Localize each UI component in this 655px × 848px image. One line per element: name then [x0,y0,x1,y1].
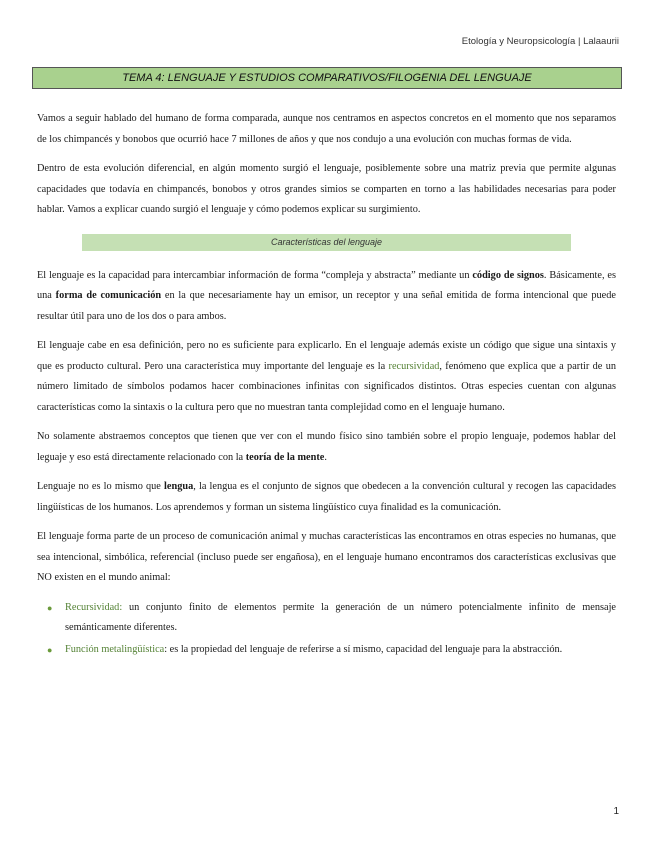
paragraph-definition: El lenguaje es la capacidad para intercambiar información de forma “compleja y abstracta” mediante un código de signos. Básicamente, es una forma de comunicación en la que necesariamente hay un emisor, un receptor y una señal emitida de forma intencional que puede resultar útil para uno de los dos o para ambos. [37,269,617,322]
term-codigo-de-signos: código de signos [472,269,544,281]
intro-paragraph-2: Dentro de esta evolución diferencial, en algún momento surgió el lenguaje, posiblemente sobre una matriz previa que permite algunas capacidades que todavía en chimpancés, bonobos y otros grandes simios se comparten en torno a las habilidades necesarias para poder hablar. Vamos a explicar cuando surgió el lenguaje y cómo podemos explicar su surgimiento. [37,163,616,215]
term-lengua: lengua [164,481,194,492]
intro-paragraph-1: Vamos a seguir hablado del humano de forma comparada, aunque nos centramos en aspectos concretos en el momento que nos separamos de los chimpancés y bonobos que ocurrió hace 7 millones de años y que nos condujo a una evolución con muchas formas de vida. [37,113,616,145]
term-teoria-de-la-mente: teoría de la mente [245,451,325,463]
paragraph-recursividad: El lenguaje cabe en esa definición, pero no es suficiente para explicarlo. En el lenguaje además existe un código que sigue una sintaxis y que es producto cultural. Pero una característica muy importante del lenguaje es la recursividad, fenómeno que explica que a partir de un número limitado de símbolos podamos hacer combinaciones infinitas con significados distintos. Otras especies cuentan con algunas características como la sintaxis o la cultura pero que no muestran tanta complejidad como en el lenguaje humano. [37,340,616,413]
bullet-list [37,598,616,661]
document-body [37,109,616,661]
bullet-icon: ● [47,602,53,613]
term-forma-de-comunicacion: forma de comunicación [55,290,162,301]
paragraph-teoria-mente: No solamente abstraemos conceptos que tienen que ver con el mundo físico sino también sobre el propio lenguaje, podemos hablar del leguaje y eso está directamente relacionado con la teoría de la mente. [37,431,616,463]
section-heading: Características del lenguaje [82,234,571,251]
page-number: 1 [613,806,619,817]
paragraph-comunicacion-animal: El lenguaje forma parte de un proceso de comunicación animal y muchas características las encontramos en otras especies no humanas, que sea intencional, simbólica, referencial (incluso puede ser engañosa), en el lenguaje humano encontramos dos características exclusivas que NO existen en el mundo animal: [37,531,616,583]
list-item: ● Recursividad: un conjunto finito de elementos permite la generación de un número potencialmente infinito de mensaje semánticamente diferentes. [65,598,616,639]
term-recursividad: recursividad [388,360,440,372]
paragraph-lengua: Lenguaje no es lo mismo que lengua, la lengua es el conjunto de signos que obedecen a la convención cultural y recogen las capacidades lingüísticas de los humanos. Los aprendemos y forman un sistema lingüístico cuya finalidad es la comunicación. [37,481,616,513]
page-header: Etología y Neuropsicología | Lalaaurii [461,36,619,47]
list-item: ● Función metalingüística: es la propiedad del lenguaje de referirse a sí mismo, capacidad del lenguaje para la abstracción. [65,640,616,661]
page-title: TEMA 4: LENGUAJE Y ESTUDIOS COMPARATIVOS/FILOGENIA DEL LENGUAJE [32,67,622,89]
bullet-icon: ● [47,644,53,655]
